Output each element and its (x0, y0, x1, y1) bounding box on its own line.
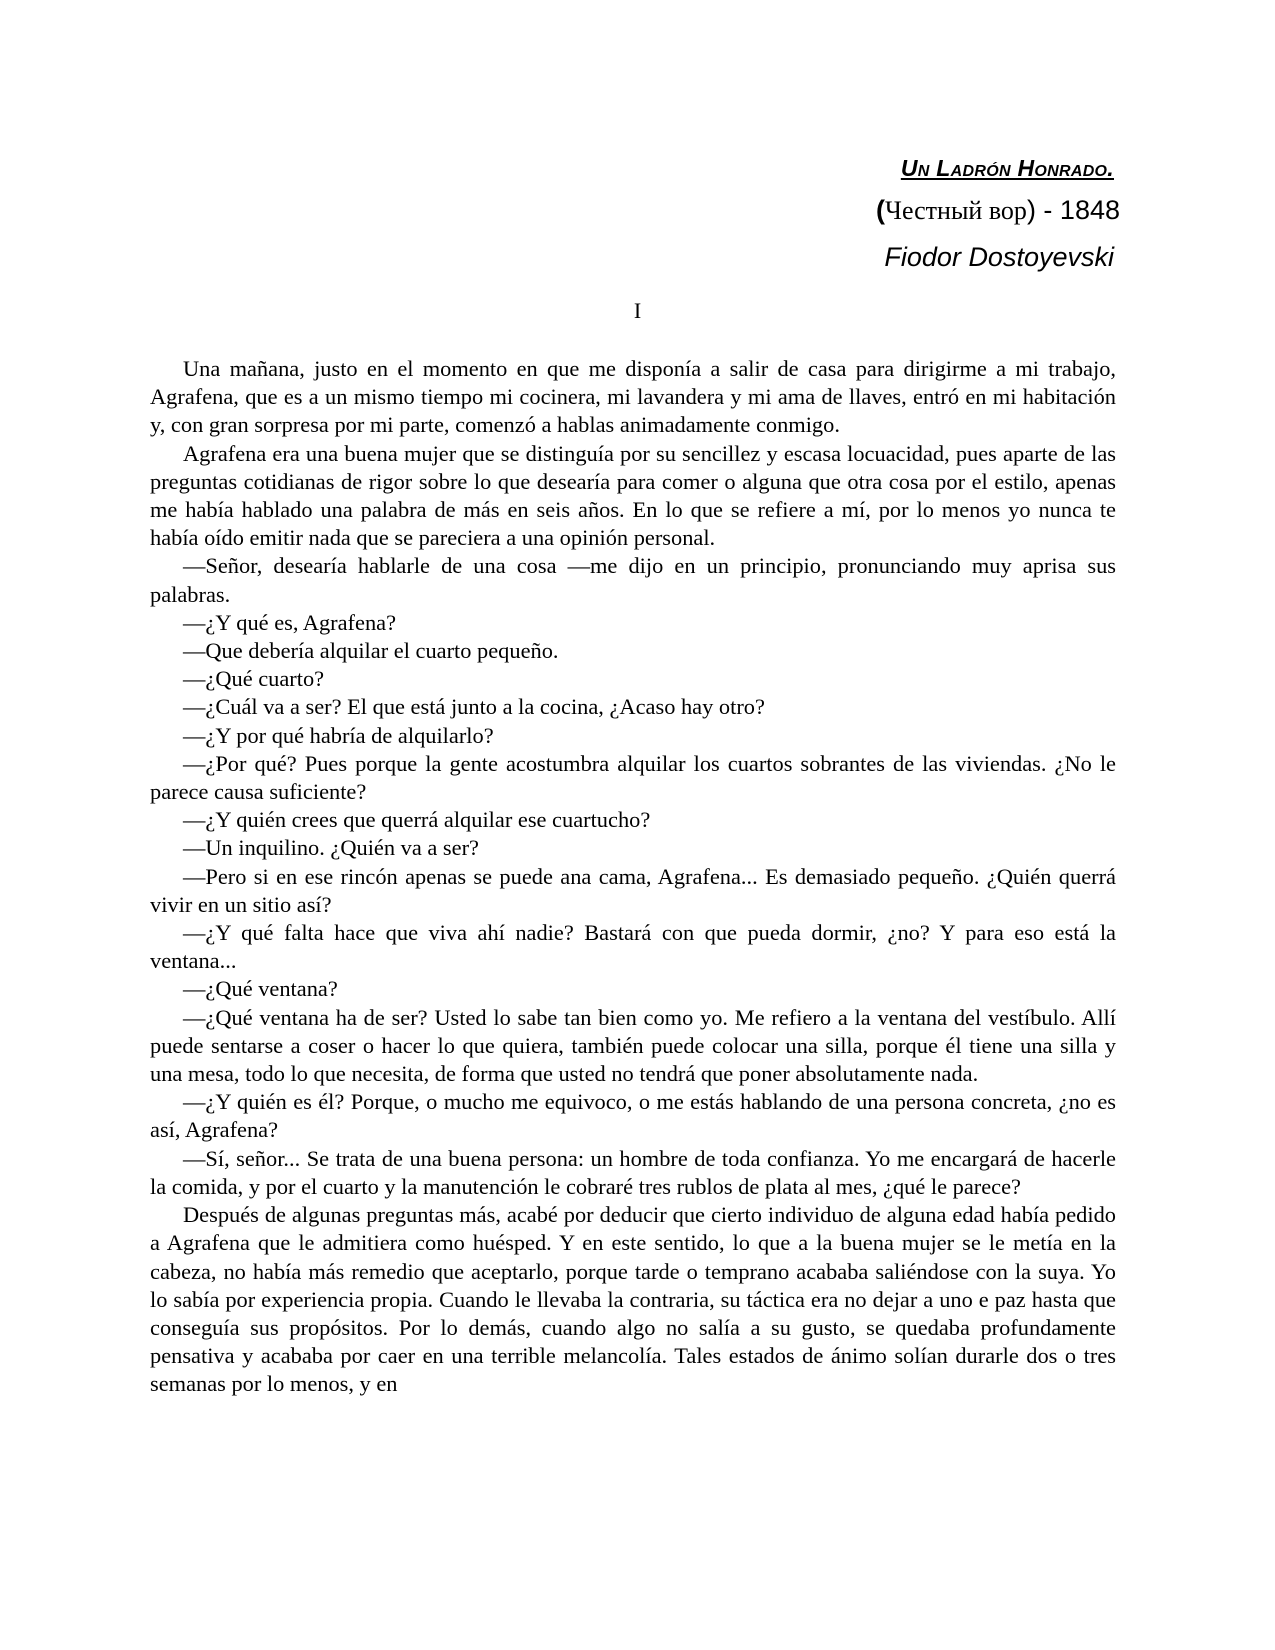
paragraph: —¿Y quién crees que querrá alquilar ese cuartucho? (183, 807, 651, 833)
paragraph: —¿Y qué falta hace que viva ahí nadie? Bastará con que pueda dormir, ¿no? Y para eso está la ventana... (150, 920, 1116, 974)
paragraph: —Un inquilino. ¿Quién va a ser? (183, 835, 479, 861)
paragraph: —¿Qué ventana ha de ser? Usted lo sabe tan bien como yo. Me refiero a la ventana del vestíbulo. Allí puede sentarse a coser o hacer lo que quiera, también puede colocar una silla, porque él tiene una silla y una mesa, todo lo que necesita, de forma que usted no tendrá que poner absolutamente nada. (150, 1004, 1116, 1087)
paragraph: —¿Y qué es, Agrafena? (183, 609, 397, 635)
subtitle-open-paren: ( (876, 195, 886, 225)
paragraph: Después de algunas preguntas más, acabé por deducir que cierto individuo de alguna edad había pedido a Agrafena que le admitiera como huésped. Y en este sentido, lo que a la buena mujer se le metía en la cabeza, no había más remedio que aceptarlo, porque tarde o temprano acababa saliéndose con la suya. Yo lo sabía por experiencia propia. Cuando le llevaba la contraria, su táctica era no dejar a uno e paz hasta que conseguía sus propósitos. Por lo demás, cuando algo no salía a su gusto, se quedaba profundamente pensativa y acababa por caer en una terrible melancolía. Tales estados de ánimo solían durarle dos o tres semanas por lo menos, y en (150, 1202, 1116, 1397)
paragraph: —¿Cuál va a ser? El que está junto a la cocina, ¿Acaso hay otro? (183, 694, 765, 720)
paragraph: —Sí, señor... Se trata de una buena persona: un hombre de toda confianza. Yo me encargará de hacerle la comida, y por el cuarto y la manutención le cobraré tres rublos de plata al mes, ¿qué le parece? (150, 1145, 1116, 1199)
body-text (150, 355, 1116, 1399)
paragraph: —¿Qué cuarto? (183, 666, 325, 692)
paragraph: —¿Qué ventana? (183, 976, 338, 1002)
paragraph: Agrafena era una buena mujer que se distinguía por su sencillez y escasa locuacidad, pues aparte de las preguntas cotidianas de rigor sobre lo que desearía para comer o alguna que otra cosa por el estilo, apenas me había hablado una palabra de más en seis años. En lo que se refiere a mí, por lo menos yo nunca te había oído emitir nada que se pareciera a una opinión personal. (150, 440, 1116, 551)
author-name: Fiodor Dostoyevski (884, 242, 1114, 272)
book-title: Un Ladrón Honrado. (900, 155, 1114, 181)
document-header (876, 148, 1120, 281)
paragraph: —Que debería alquilar el cuarto pequeño. (183, 638, 559, 664)
paragraph: Una mañana, justo en el momento en que me disponía a salir de casa para dirigirme a mi trabajo, Agrafena, que es a un mismo tiempo mi cocinera, mi lavandera y mi ama de llaves, entró en mi habitación y, con gran sorpresa por mi parte, comenzó a hablas animadamente conmigo. (150, 356, 1116, 438)
russian-title: Честный вор (885, 196, 1027, 225)
paragraph: —Señor, desearía hablarle de una cosa —me dijo en un principio, pronunciando muy aprisa sus palabras. (150, 553, 1116, 607)
paragraph: —¿Y por qué habría de alquilarlo? (183, 722, 494, 748)
paragraph: —Pero si en ese rincón apenas se puede ana cama, Agrafena... Es demasiado pequeño. ¿Quién querrá vivir en un sitio así? (150, 863, 1116, 917)
publication-year: ) - 1848 (1026, 195, 1120, 225)
original-title-and-year (876, 188, 1120, 233)
chapter-number: I (633, 298, 642, 323)
paragraph: —¿Y quién es él? Porque, o mucho me equivoco, o me estás hablando de una persona concreta, ¿no es así, Agrafena? (150, 1089, 1116, 1143)
paragraph: —¿Por qué? Pues porque la gente acostumbra alquilar los cuartos sobrantes de las viviendas. ¿No le parece causa suficiente? (150, 750, 1116, 805)
